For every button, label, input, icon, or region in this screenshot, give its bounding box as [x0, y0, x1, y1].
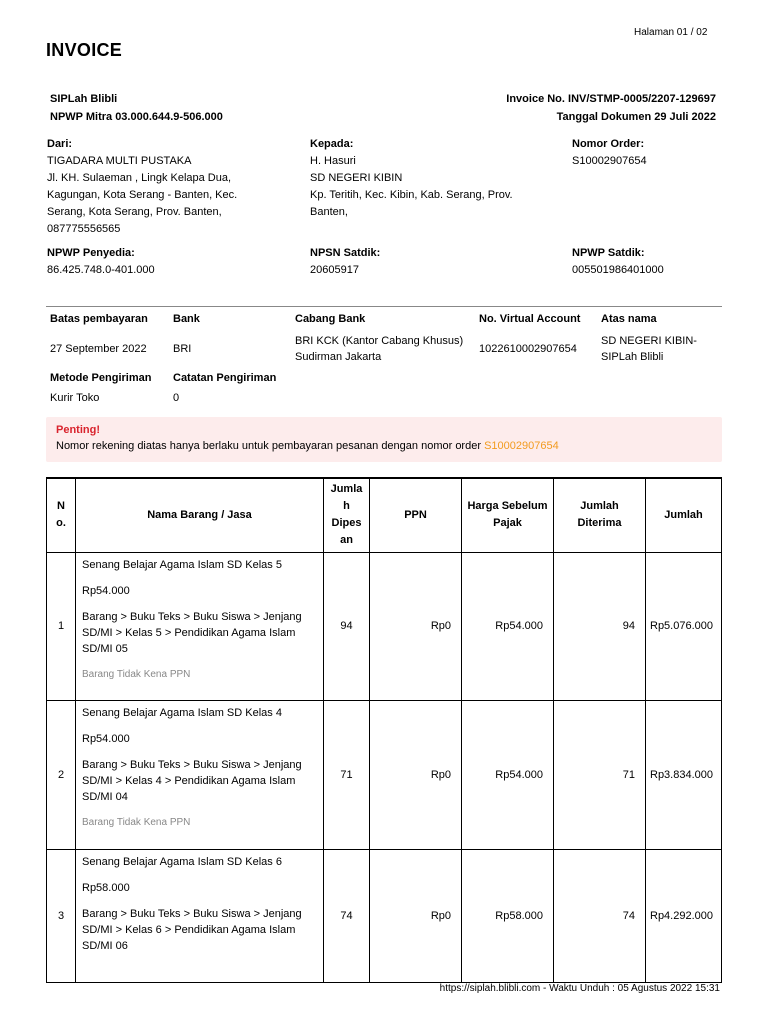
npwp-satdik-block	[572, 245, 732, 279]
payment-table	[46, 306, 722, 407]
order-value: S10002907654	[572, 155, 647, 167]
row-harga: Rp58.000	[462, 849, 554, 982]
payment-header: Atas nama	[601, 313, 657, 325]
row-ppn: Rp0	[370, 849, 462, 982]
item-category: Barang > Buku Teks > Buku Siswa > Jenjang SD/MI > Kelas 5 > Pendidikan Agama Islam SD/MI 05	[82, 610, 302, 655]
row-qty: 71	[324, 700, 370, 849]
item-category: Barang > Buku Teks > Buku Siswa > Jenjang SD/MI > Kelas 4 > Pendidikan Agama Islam SD/MI 04	[82, 758, 302, 803]
col-header-ppn: PPN	[370, 478, 462, 552]
npsn-satdik-value: 20605917	[310, 264, 359, 276]
shipping-method: Kurir Toko	[50, 392, 100, 404]
npwp-penyedia-value: 86.425.748.0-401.000	[47, 264, 155, 276]
shipping-header: Catatan Pengiriman	[173, 372, 277, 384]
item-unit-price: Rp54.000	[82, 732, 130, 745]
from-label: Dari:	[47, 138, 73, 150]
payment-due-date: 27 September 2022	[50, 343, 147, 355]
row-diterima: 74	[554, 849, 646, 982]
order-block	[572, 136, 732, 170]
invoice-number: Invoice No. INV/STMP-0005/2207-129697	[506, 93, 716, 105]
to-line: SD NEGERI KIBIN	[310, 172, 403, 184]
npwp-penyedia-block	[47, 245, 287, 279]
row-item-details	[76, 552, 324, 700]
row-ppn: Rp0	[370, 700, 462, 849]
row-harga: Rp54.000	[462, 700, 554, 849]
item-tax-note: Barang Tidak Kena PPN	[82, 668, 191, 680]
col-header-jumlah: Jumlah	[646, 478, 722, 552]
item-tax-note: Barang Tidak Kena PPN	[82, 816, 191, 828]
payment-header-row	[46, 307, 722, 331]
table-row	[47, 849, 722, 982]
payment-header: Cabang Bank	[295, 313, 366, 325]
document-date: Tanggal Dokumen 29 Juli 2022	[556, 111, 716, 123]
row-item-details	[76, 849, 324, 982]
document-title: INVOICE	[46, 40, 123, 60]
issuer-block	[50, 90, 223, 126]
from-line: 087775556565	[47, 223, 121, 235]
item-unit-price: Rp54.000	[82, 584, 130, 597]
row-diterima: 71	[554, 700, 646, 849]
payment-value-row	[46, 331, 722, 367]
npwp-penyedia-label: NPWP Penyedia:	[47, 247, 135, 259]
notice-heading: Penting!	[56, 424, 100, 436]
to-label: Kepada:	[310, 138, 354, 150]
payment-account-name: SD NEGERI KIBIN-SIPLah Blibli	[601, 335, 697, 363]
order-label: Nomor Order:	[572, 138, 645, 150]
row-harga: Rp54.000	[462, 552, 554, 700]
payment-header: No. Virtual Account	[479, 313, 581, 325]
to-block	[310, 136, 550, 221]
shipping-value-row	[46, 389, 722, 407]
col-header-harga: Harga Sebelum Pajak	[462, 478, 554, 552]
notice-body	[56, 438, 712, 454]
npsn-satdik-block	[310, 245, 550, 279]
from-line: Jl. KH. Sulaeman , Lingk Kelapa Dua,	[47, 172, 232, 184]
item-category: Barang > Buku Teks > Buku Siswa > Jenjang SD/MI > Kelas 6 > Pendidikan Agama Islam SD/MI 06	[82, 907, 302, 952]
items-table	[46, 477, 722, 983]
payment-bank: BRI	[173, 343, 192, 355]
item-unit-price: Rp58.000	[82, 881, 130, 894]
col-header-diterima: Jumlah Diterima	[554, 478, 646, 552]
from-line: Serang, Kota Serang, Prov. Banten,	[47, 206, 222, 218]
row-no: 1	[47, 552, 76, 700]
issuer-npwp: NPWP Mitra 03.000.644.9-506.000	[50, 111, 223, 123]
col-header-no: N o.	[47, 478, 76, 552]
table-row	[47, 700, 722, 849]
to-line: H. Hasuri	[310, 155, 356, 167]
row-no: 2	[47, 700, 76, 849]
shipping-note: 0	[173, 392, 180, 404]
from-line: Kagungan, Kota Serang - Banten, Kec.	[47, 189, 238, 201]
col-header-qty: Jumla h Dipes an	[324, 478, 370, 552]
npwp-satdik-label: NPWP Satdik:	[572, 247, 645, 259]
payment-header: Batas pembayaran	[50, 313, 148, 325]
row-jumlah: Rp5.076.000	[646, 552, 722, 700]
row-no: 3	[47, 849, 76, 982]
row-ppn: Rp0	[370, 552, 462, 700]
payment-branch: BRI KCK (Kantor Cabang Khusus) Sudirman Jakarta	[295, 335, 464, 363]
download-footer: https://siplah.blibli.com - Waktu Unduh : 05 Agustus 2022 15:31	[439, 983, 720, 994]
notice-text: Nomor rekening diatas hanya berlaku untuk pembayaran pesanan dengan nomor order	[56, 440, 485, 452]
page-indicator: Halaman 01 / 02	[634, 27, 708, 38]
row-qty: 94	[324, 552, 370, 700]
payment-header: Bank	[173, 313, 200, 325]
from-line: TIGADARA MULTI PUSTAKA	[47, 155, 192, 167]
important-notice	[46, 417, 722, 462]
col-header-name: Nama Barang / Jasa	[76, 478, 324, 552]
row-item-details	[76, 700, 324, 849]
table-row	[47, 552, 722, 700]
item-name: Senang Belajar Agama Islam SD Kelas 5	[82, 558, 282, 571]
payment-virtual-account: 1022610002907654	[479, 343, 577, 355]
item-name: Senang Belajar Agama Islam SD Kelas 4	[82, 706, 282, 719]
shipping-header-row	[46, 367, 722, 389]
from-block	[47, 136, 287, 238]
to-line: Banten,	[310, 206, 348, 218]
notice-order-number: S10002907654	[484, 440, 559, 452]
item-name: Senang Belajar Agama Islam SD Kelas 6	[82, 855, 282, 868]
invoice-meta	[506, 90, 716, 126]
row-jumlah: Rp3.834.000	[646, 700, 722, 849]
row-diterima: 94	[554, 552, 646, 700]
shipping-header: Metode Pengiriman	[50, 372, 152, 384]
row-jumlah: Rp4.292.000	[646, 849, 722, 982]
npwp-satdik-value: 005501986401000	[572, 264, 664, 276]
issuer-name: SIPLah Blibli	[50, 93, 118, 105]
npsn-satdik-label: NPSN Satdik:	[310, 247, 381, 259]
items-header-row	[47, 478, 722, 552]
row-qty: 74	[324, 849, 370, 982]
to-line: Kp. Teritih, Kec. Kibin, Kab. Serang, Prov.	[310, 189, 513, 201]
